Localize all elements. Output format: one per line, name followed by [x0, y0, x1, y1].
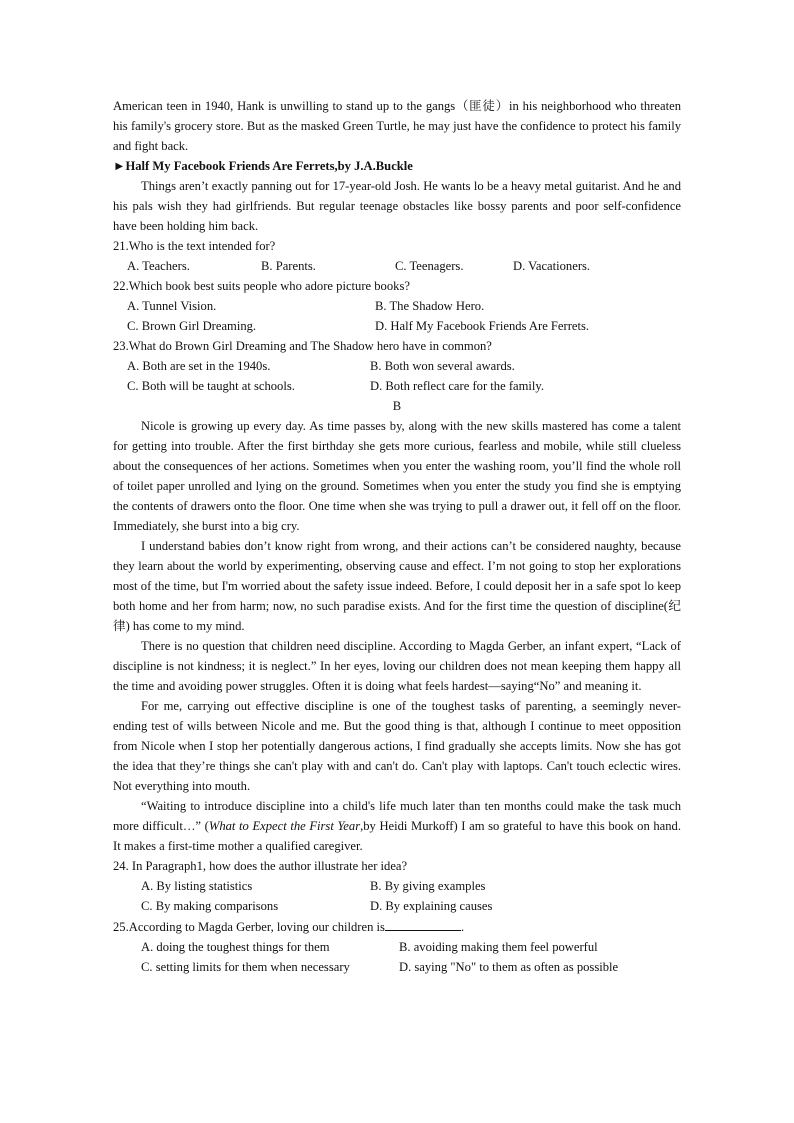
question-21-stem: 21.Who is the text intended for? — [113, 239, 276, 253]
stem-end: . — [460, 920, 465, 934]
option-d: D. Both reflect care for the family. — [370, 379, 545, 393]
option-d: D. Half My Facebook Friends Are Ferrets. — [375, 319, 590, 333]
passage-b-paragraph-4: For me, carrying out effective discipline is one of the toughest tasks of parenting, a seemingly never-ending test of wills between Nicole and me. But the good thing is that, although I continue to meet opposition from Nicole when I stop her potentially dangerous actions, I find gradually she accepts limits. Now she has got the idea that they’re things she can't play with and can't do. Can't play with laptops. Can't touch eclectic wires. Not everything into mouth. — [113, 699, 681, 793]
option-b: B. avoiding making them feel powerful — [399, 940, 598, 954]
option-c: C. setting limits for them when necessary — [141, 960, 350, 974]
passage-b-paragraph-3: There is no question that children need discipline. According to Magda Gerber, an infant expert, “Lack of discipline is not kindness; it is neglect.” In her eyes, loving our children does not mean keeping them happy all the time and avoiding power struggles. Often it is doing what feels hardest—saying“No” and meaning it. — [113, 639, 681, 693]
intro-paragraph-tail: American teen in 1940, Hank is unwilling to stand up to the gangs（匪徒）in his neighborhood who threaten his family's grocery store. But as the masked Green Turtle, he may just have the confidence to protect his family and fight back. — [113, 99, 681, 153]
option-c: C. Teenagers. — [395, 259, 464, 273]
answer-blank[interactable] — [385, 916, 461, 931]
option-b: B. The Shadow Hero. — [375, 299, 485, 313]
question-23-options-row1 — [113, 356, 681, 376]
question-22-options-row1 — [113, 296, 681, 316]
option-a: A. Tunnel Vision. — [127, 299, 217, 313]
question-25-options-row1 — [113, 937, 681, 957]
paragraph-rest: ,by Heidi Murkoff) I am so grateful to have this book on hand. It makes a first-time mother a qualified caregiver. — [113, 819, 681, 853]
section-b-heading: B — [392, 399, 402, 413]
question-24-options-row2 — [113, 896, 681, 916]
quote-text: “Waiting to introduce discipline into a child's life much later than ten months could make the task much more difficult…” ( — [113, 799, 681, 833]
book-heading — [113, 156, 681, 176]
option-c: C. By making comparisons — [141, 899, 279, 913]
option-c: C. Both will be taught at schools. — [127, 379, 295, 393]
question-22-options-row2 — [113, 316, 681, 336]
question-25-stem — [113, 916, 681, 937]
question-24-stem: 24. In Paragraph1, how does the author illustrate her idea? — [113, 859, 408, 873]
option-a: A. doing the toughest things for them — [141, 940, 330, 954]
triangle-marker-icon: ► — [113, 159, 126, 173]
option-a: A. Teachers. — [127, 259, 190, 273]
question-24-options-row1 — [113, 876, 681, 896]
option-a: A. By listing statistics — [141, 879, 253, 893]
passage-b-paragraph-2: I understand babies don’t know right from wrong, and their actions can’t be considered naughty, because they learn about the world by experimenting, observing cause and effect. I’m not going to stop her explorations most of the time, but I'm worried about the safety issue indeed. Before, I could deposit her in a safe spot lo keep both home and her from harm; now, no such paradise exists. And for the first time the question of discipline(纪律) has come to my mind. — [113, 539, 681, 633]
book-description: Things aren’t exactly panning out for 17-year-old Josh. He wants lo be a heavy metal guitarist. And he and his pals wish they had girlfriends. But regular teenage obstacles like bossy parents and poor self-confidence have been holding him back. — [113, 179, 681, 233]
question-21-options — [113, 256, 681, 276]
option-c: C. Brown Girl Dreaming. — [127, 319, 257, 333]
question-22-stem: 22.Which book best suits people who adore picture books? — [113, 279, 410, 293]
option-b: B. Both won several awards. — [370, 359, 515, 373]
option-a: A. Both are set in the 1940s. — [127, 359, 271, 373]
book-citation: What to Expect the First Year — [208, 819, 361, 833]
option-b: B. By giving examples — [370, 879, 486, 893]
book-title: Half My Facebook Friends Are Ferrets,by J.A.Buckle — [125, 159, 413, 173]
question-23-options-row2 — [113, 376, 681, 396]
option-b: B. Parents. — [261, 259, 316, 273]
question-23-stem: 23.What do Brown Girl Dreaming and The Shadow hero have in common? — [113, 339, 492, 353]
document-page — [113, 96, 681, 977]
passage-b-paragraph-1: Nicole is growing up every day. As time passes by, along with the new skills mastered has come a talent for getting into trouble. After the first birthday she gets more curious, fearless and mobile, while still clueless about the consequences of her actions. Sometimes when you enter the washing room, you’ll find the whole roll of toilet paper unrolled and lying on the ground. Sometimes when you enter the study you find she is emptying the contents of drawers onto the floor. One time when she was trying to pull a drawer out, it fell off on the floor. Immediately, she burst into a big cry. — [113, 419, 681, 533]
stem-text: 25.According to Magda Gerber, loving our children is — [113, 920, 385, 934]
option-d: D. saying "No" to them as often as possible — [399, 960, 619, 974]
passage-b-paragraph-5 — [113, 796, 681, 856]
option-d: D. Vacationers. — [513, 259, 591, 273]
option-d: D. By explaining causes — [370, 899, 493, 913]
question-25-options-row2 — [113, 957, 681, 977]
